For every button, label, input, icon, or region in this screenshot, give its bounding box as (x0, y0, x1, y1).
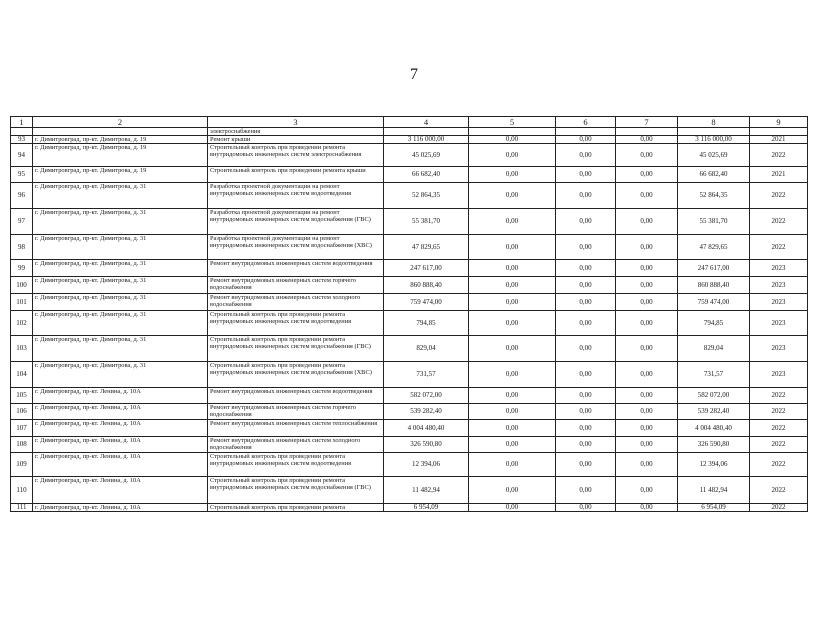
cost-col7-cell: 0,00 (616, 437, 678, 453)
table-row (11, 136, 808, 144)
address-cell: г. Димитровград, пр-кт. Димитрова, д. 31 (33, 183, 208, 209)
cost-col8-cell: 4 004 480,40 (678, 420, 750, 437)
year-cell: 2022 (750, 209, 808, 235)
cost-col6-cell: 0,00 (556, 388, 616, 404)
row-number: 106 (11, 404, 33, 420)
cost-col6-cell: 0,00 (556, 362, 616, 388)
cost-col8-cell: 326 590,80 (678, 437, 750, 453)
row-number: 109 (11, 453, 33, 477)
cost-total-cell: 794,85 (384, 311, 469, 336)
cost-total-cell: 55 381,70 (384, 209, 469, 235)
column-header: 7 (616, 117, 678, 128)
address-cell: г. Димитровград, пр-кт. Димитрова, д. 31 (33, 336, 208, 362)
cost-col7-cell: 0,00 (616, 167, 678, 183)
cost-total-cell: 6 954,09 (384, 504, 469, 512)
year-cell: 2023 (750, 311, 808, 336)
table-row (11, 260, 808, 277)
work-type-cell: Разработка проектной документации на ремонт внутридомовых инженерных систем водоснабжения (ХВС) (208, 235, 384, 260)
row-number: 97 (11, 209, 33, 235)
address-cell: г. Димитровград, пр-кт. Димитрова, д. 31 (33, 235, 208, 260)
table-row (11, 388, 808, 404)
row-number: 111 (11, 504, 33, 512)
cost-col8-cell: 45 025,69 (678, 144, 750, 167)
cost-total-cell: 4 004 480,40 (384, 420, 469, 437)
cost-total-cell: 247 617,00 (384, 260, 469, 277)
empty-cell (384, 128, 469, 136)
cost-col5-cell: 0,00 (469, 453, 556, 477)
cost-col8-cell: 55 381,70 (678, 209, 750, 235)
work-type-cell: Строительный контроль при проведении ремонта внутридомовых инженерных систем водоотведения (208, 453, 384, 477)
cost-col8-cell: 47 829,65 (678, 235, 750, 260)
work-type-cell: Строительный контроль при проведении ремонта крыши (208, 167, 384, 183)
cost-col7-cell: 0,00 (616, 477, 678, 504)
table-row (11, 420, 808, 437)
row-number: 108 (11, 437, 33, 453)
table-row (11, 235, 808, 260)
empty-cell (11, 128, 33, 136)
row-number: 93 (11, 136, 33, 144)
cost-col6-cell: 0,00 (556, 504, 616, 512)
year-cell: 2023 (750, 277, 808, 294)
work-type-cell: Ремонт внутридомовых инженерных систем теплоснабжения (208, 420, 384, 437)
year-cell: 2023 (750, 294, 808, 311)
table-row (11, 311, 808, 336)
cost-col6-cell: 0,00 (556, 144, 616, 167)
work-type-cell: Разработка проектной документации на ремонт внутридомовых инженерных систем водоснабжения (ГВС) (208, 209, 384, 235)
row-number: 103 (11, 336, 33, 362)
address-cell: г. Димитровград, пр-кт. Ленина, д. 10А (33, 504, 208, 512)
cost-col5-cell: 0,00 (469, 336, 556, 362)
work-type-cell: Строительный контроль при проведении ремонта внутридомовых инженерных систем электроснабжения (208, 144, 384, 167)
address-cell: г. Димитровград, пр-кт. Димитрова, д. 31 (33, 277, 208, 294)
year-cell: 2022 (750, 453, 808, 477)
cost-col7-cell: 0,00 (616, 277, 678, 294)
empty-cell (33, 128, 208, 136)
cost-col8-cell: 759 474,00 (678, 294, 750, 311)
cost-col8-cell: 3 116 000,00 (678, 136, 750, 144)
cost-col6-cell: 0,00 (556, 437, 616, 453)
table-row (11, 437, 808, 453)
cost-col7-cell: 0,00 (616, 362, 678, 388)
cost-col5-cell: 0,00 (469, 209, 556, 235)
table-row (11, 453, 808, 477)
column-header: 6 (556, 117, 616, 128)
year-cell: 2023 (750, 362, 808, 388)
year-cell: 2022 (750, 235, 808, 260)
table-row (11, 404, 808, 420)
cost-col8-cell: 66 682,40 (678, 167, 750, 183)
cost-col5-cell: 0,00 (469, 235, 556, 260)
cost-col5-cell: 0,00 (469, 144, 556, 167)
page-number: 7 (410, 66, 418, 83)
work-type-cell: Строительный контроль при проведении ремонта внутридомовых инженерных систем водоснабжения (ГВС) (208, 336, 384, 362)
row-number: 101 (11, 294, 33, 311)
empty-cell (616, 128, 678, 136)
cost-total-cell: 326 590,80 (384, 437, 469, 453)
column-header: 2 (33, 117, 208, 128)
cost-col6-cell: 0,00 (556, 477, 616, 504)
year-cell: 2022 (750, 437, 808, 453)
address-cell: г. Димитровград, пр-кт. Ленина, д. 10А (33, 388, 208, 404)
cost-col6-cell: 0,00 (556, 209, 616, 235)
cost-col8-cell: 12 394,06 (678, 453, 750, 477)
cost-total-cell: 11 482,94 (384, 477, 469, 504)
cost-col6-cell: 0,00 (556, 167, 616, 183)
cost-col7-cell: 0,00 (616, 504, 678, 512)
work-type-cell: Строительный контроль при проведении ремонта (208, 504, 384, 512)
cost-col8-cell: 731,57 (678, 362, 750, 388)
cost-col6-cell: 0,00 (556, 235, 616, 260)
cost-col8-cell: 829,04 (678, 336, 750, 362)
cost-col8-cell: 794,85 (678, 311, 750, 336)
cost-total-cell: 45 025,69 (384, 144, 469, 167)
cost-col5-cell: 0,00 (469, 420, 556, 437)
cost-total-cell: 3 116 000,00 (384, 136, 469, 144)
address-cell: г. Димитровград, пр-кт. Димитрова, д. 31 (33, 209, 208, 235)
address-cell: г. Димитровград, пр-кт. Димитрова, д. 31 (33, 311, 208, 336)
cost-col7-cell: 0,00 (616, 336, 678, 362)
cost-col7-cell: 0,00 (616, 136, 678, 144)
cost-col5-cell: 0,00 (469, 477, 556, 504)
column-header: 1 (11, 117, 33, 128)
address-cell: г. Димитровград, пр-кт. Ленина, д. 10А (33, 453, 208, 477)
work-type-cell: Ремонт внутридомовых инженерных систем водоотведения (208, 260, 384, 277)
table-row (11, 167, 808, 183)
work-type-cell: Ремонт внутридомовых инженерных систем холодного водоснабжения (208, 437, 384, 453)
column-number-header (11, 117, 808, 128)
cost-total-cell: 12 394,06 (384, 453, 469, 477)
address-cell: г. Димитровград, пр-кт. Димитрова, д. 31 (33, 362, 208, 388)
empty-cell (556, 128, 616, 136)
cost-total-cell: 66 682,40 (384, 167, 469, 183)
cost-col6-cell: 0,00 (556, 294, 616, 311)
cost-total-cell: 759 474,00 (384, 294, 469, 311)
year-cell: 2022 (750, 477, 808, 504)
row-number: 102 (11, 311, 33, 336)
cost-total-cell: 860 888,40 (384, 277, 469, 294)
cost-total-cell: 47 829,65 (384, 235, 469, 260)
cost-col5-cell: 0,00 (469, 362, 556, 388)
row-number: 94 (11, 144, 33, 167)
column-header: 5 (469, 117, 556, 128)
year-cell: 2021 (750, 167, 808, 183)
row-number: 95 (11, 167, 33, 183)
cost-col8-cell: 582 072,00 (678, 388, 750, 404)
work-type-cell: Ремонт внутридомовых инженерных систем холодного водоснабжения (208, 294, 384, 311)
cost-col6-cell: 0,00 (556, 336, 616, 362)
column-header: 4 (384, 117, 469, 128)
cost-col5-cell: 0,00 (469, 294, 556, 311)
cost-col6-cell: 0,00 (556, 311, 616, 336)
table-row (11, 477, 808, 504)
cost-col5-cell: 0,00 (469, 183, 556, 209)
cost-col8-cell: 539 282,40 (678, 404, 750, 420)
address-cell: г. Димитровград, пр-кт. Димитрова, д. 19 (33, 144, 208, 167)
cost-col7-cell: 0,00 (616, 209, 678, 235)
table-row (11, 277, 808, 294)
cost-col8-cell: 860 888,40 (678, 277, 750, 294)
work-type-cell: Ремонт внутридомовых инженерных систем горячего водоснабжения (208, 404, 384, 420)
cost-total-cell: 829,04 (384, 336, 469, 362)
address-cell: г. Димитровград, пр-кт. Ленина, д. 10А (33, 420, 208, 437)
work-type-cell: Строительный контроль при проведении ремонта внутридомовых инженерных систем водоснабжения (ГВС) (208, 477, 384, 504)
row-number: 96 (11, 183, 33, 209)
table-row (11, 183, 808, 209)
address-cell: г. Димитровград, пр-кт. Димитрова, д. 19 (33, 167, 208, 183)
work-type-cell: Строительный контроль при проведении ремонта внутридомовых инженерных систем водоснабжения (ХВС) (208, 362, 384, 388)
address-cell: г. Димитровград, пр-кт. Димитрова, д. 19 (33, 136, 208, 144)
cost-col5-cell: 0,00 (469, 136, 556, 144)
row-number: 100 (11, 277, 33, 294)
empty-cell (678, 128, 750, 136)
row-number: 98 (11, 235, 33, 260)
cost-col6-cell: 0,00 (556, 183, 616, 209)
cost-col8-cell: 6 954,09 (678, 504, 750, 512)
address-cell: г. Димитровград, пр-кт. Ленина, д. 10А (33, 477, 208, 504)
cost-col6-cell: 0,00 (556, 404, 616, 420)
cost-col5-cell: 0,00 (469, 437, 556, 453)
cost-col7-cell: 0,00 (616, 235, 678, 260)
cost-col8-cell: 11 482,94 (678, 477, 750, 504)
cost-col7-cell: 0,00 (616, 404, 678, 420)
year-cell: 2022 (750, 404, 808, 420)
address-cell: г. Димитровград, пр-кт. Ленина, д. 10А (33, 437, 208, 453)
cost-col5-cell: 0,00 (469, 167, 556, 183)
table-row (11, 504, 808, 512)
cost-col5-cell: 0,00 (469, 388, 556, 404)
cost-col5-cell: 0,00 (469, 260, 556, 277)
work-type-cell: Ремонт крыши (208, 136, 384, 144)
cost-col5-cell: 0,00 (469, 277, 556, 294)
cost-col5-cell: 0,00 (469, 504, 556, 512)
year-cell: 2022 (750, 183, 808, 209)
cost-col6-cell: 0,00 (556, 420, 616, 437)
cost-col7-cell: 0,00 (616, 311, 678, 336)
table-row (11, 209, 808, 235)
row-number: 107 (11, 420, 33, 437)
column-header: 8 (678, 117, 750, 128)
table-row (11, 294, 808, 311)
cost-col8-cell: 52 864,35 (678, 183, 750, 209)
table-row (11, 336, 808, 362)
cost-col7-cell: 0,00 (616, 388, 678, 404)
year-cell: 2021 (750, 136, 808, 144)
cost-col7-cell: 0,00 (616, 420, 678, 437)
carry-over-row (11, 128, 808, 136)
cost-col7-cell: 0,00 (616, 453, 678, 477)
repair-register-table (10, 116, 808, 512)
cost-col6-cell: 0,00 (556, 260, 616, 277)
cost-total-cell: 52 864,35 (384, 183, 469, 209)
empty-cell (750, 128, 808, 136)
address-cell: г. Димитровград, пр-кт. Димитрова, д. 31 (33, 260, 208, 277)
row-number: 110 (11, 477, 33, 504)
cost-col5-cell: 0,00 (469, 311, 556, 336)
cost-col5-cell: 0,00 (469, 404, 556, 420)
year-cell: 2022 (750, 388, 808, 404)
cost-total-cell: 539 282,40 (384, 404, 469, 420)
cost-total-cell: 582 072,00 (384, 388, 469, 404)
column-header: 3 (208, 117, 384, 128)
year-cell: 2022 (750, 504, 808, 512)
cost-col6-cell: 0,00 (556, 277, 616, 294)
row-number: 104 (11, 362, 33, 388)
work-type-cell: Строительный контроль при проведении ремонта внутридомовых инженерных систем водоотведения (208, 311, 384, 336)
cost-col7-cell: 0,00 (616, 183, 678, 209)
work-type-cell: Ремонт внутридомовых инженерных систем горячего водоснабжения (208, 277, 384, 294)
column-header: 9 (750, 117, 808, 128)
address-cell: г. Димитровград, пр-кт. Димитрова, д. 31 (33, 294, 208, 311)
year-cell: 2023 (750, 260, 808, 277)
cost-col7-cell: 0,00 (616, 144, 678, 167)
table-row (11, 362, 808, 388)
cost-col6-cell: 0,00 (556, 453, 616, 477)
year-cell: 2022 (750, 420, 808, 437)
cost-col6-cell: 0,00 (556, 136, 616, 144)
row-number: 99 (11, 260, 33, 277)
year-cell: 2023 (750, 336, 808, 362)
cost-col7-cell: 0,00 (616, 260, 678, 277)
cost-total-cell: 731,57 (384, 362, 469, 388)
cost-col8-cell: 247 617,00 (678, 260, 750, 277)
table-row (11, 144, 808, 167)
carry-over-text: электроснабжения (208, 128, 384, 136)
address-cell: г. Димитровград, пр-кт. Ленина, д. 10А (33, 404, 208, 420)
cost-col7-cell: 0,00 (616, 294, 678, 311)
work-type-cell: Разработка проектной документации на ремонт внутридомовых инженерных систем водоотведения (208, 183, 384, 209)
empty-cell (469, 128, 556, 136)
work-type-cell: Ремонт внутридомовых инженерных систем водоотведения (208, 388, 384, 404)
year-cell: 2022 (750, 144, 808, 167)
row-number: 105 (11, 388, 33, 404)
